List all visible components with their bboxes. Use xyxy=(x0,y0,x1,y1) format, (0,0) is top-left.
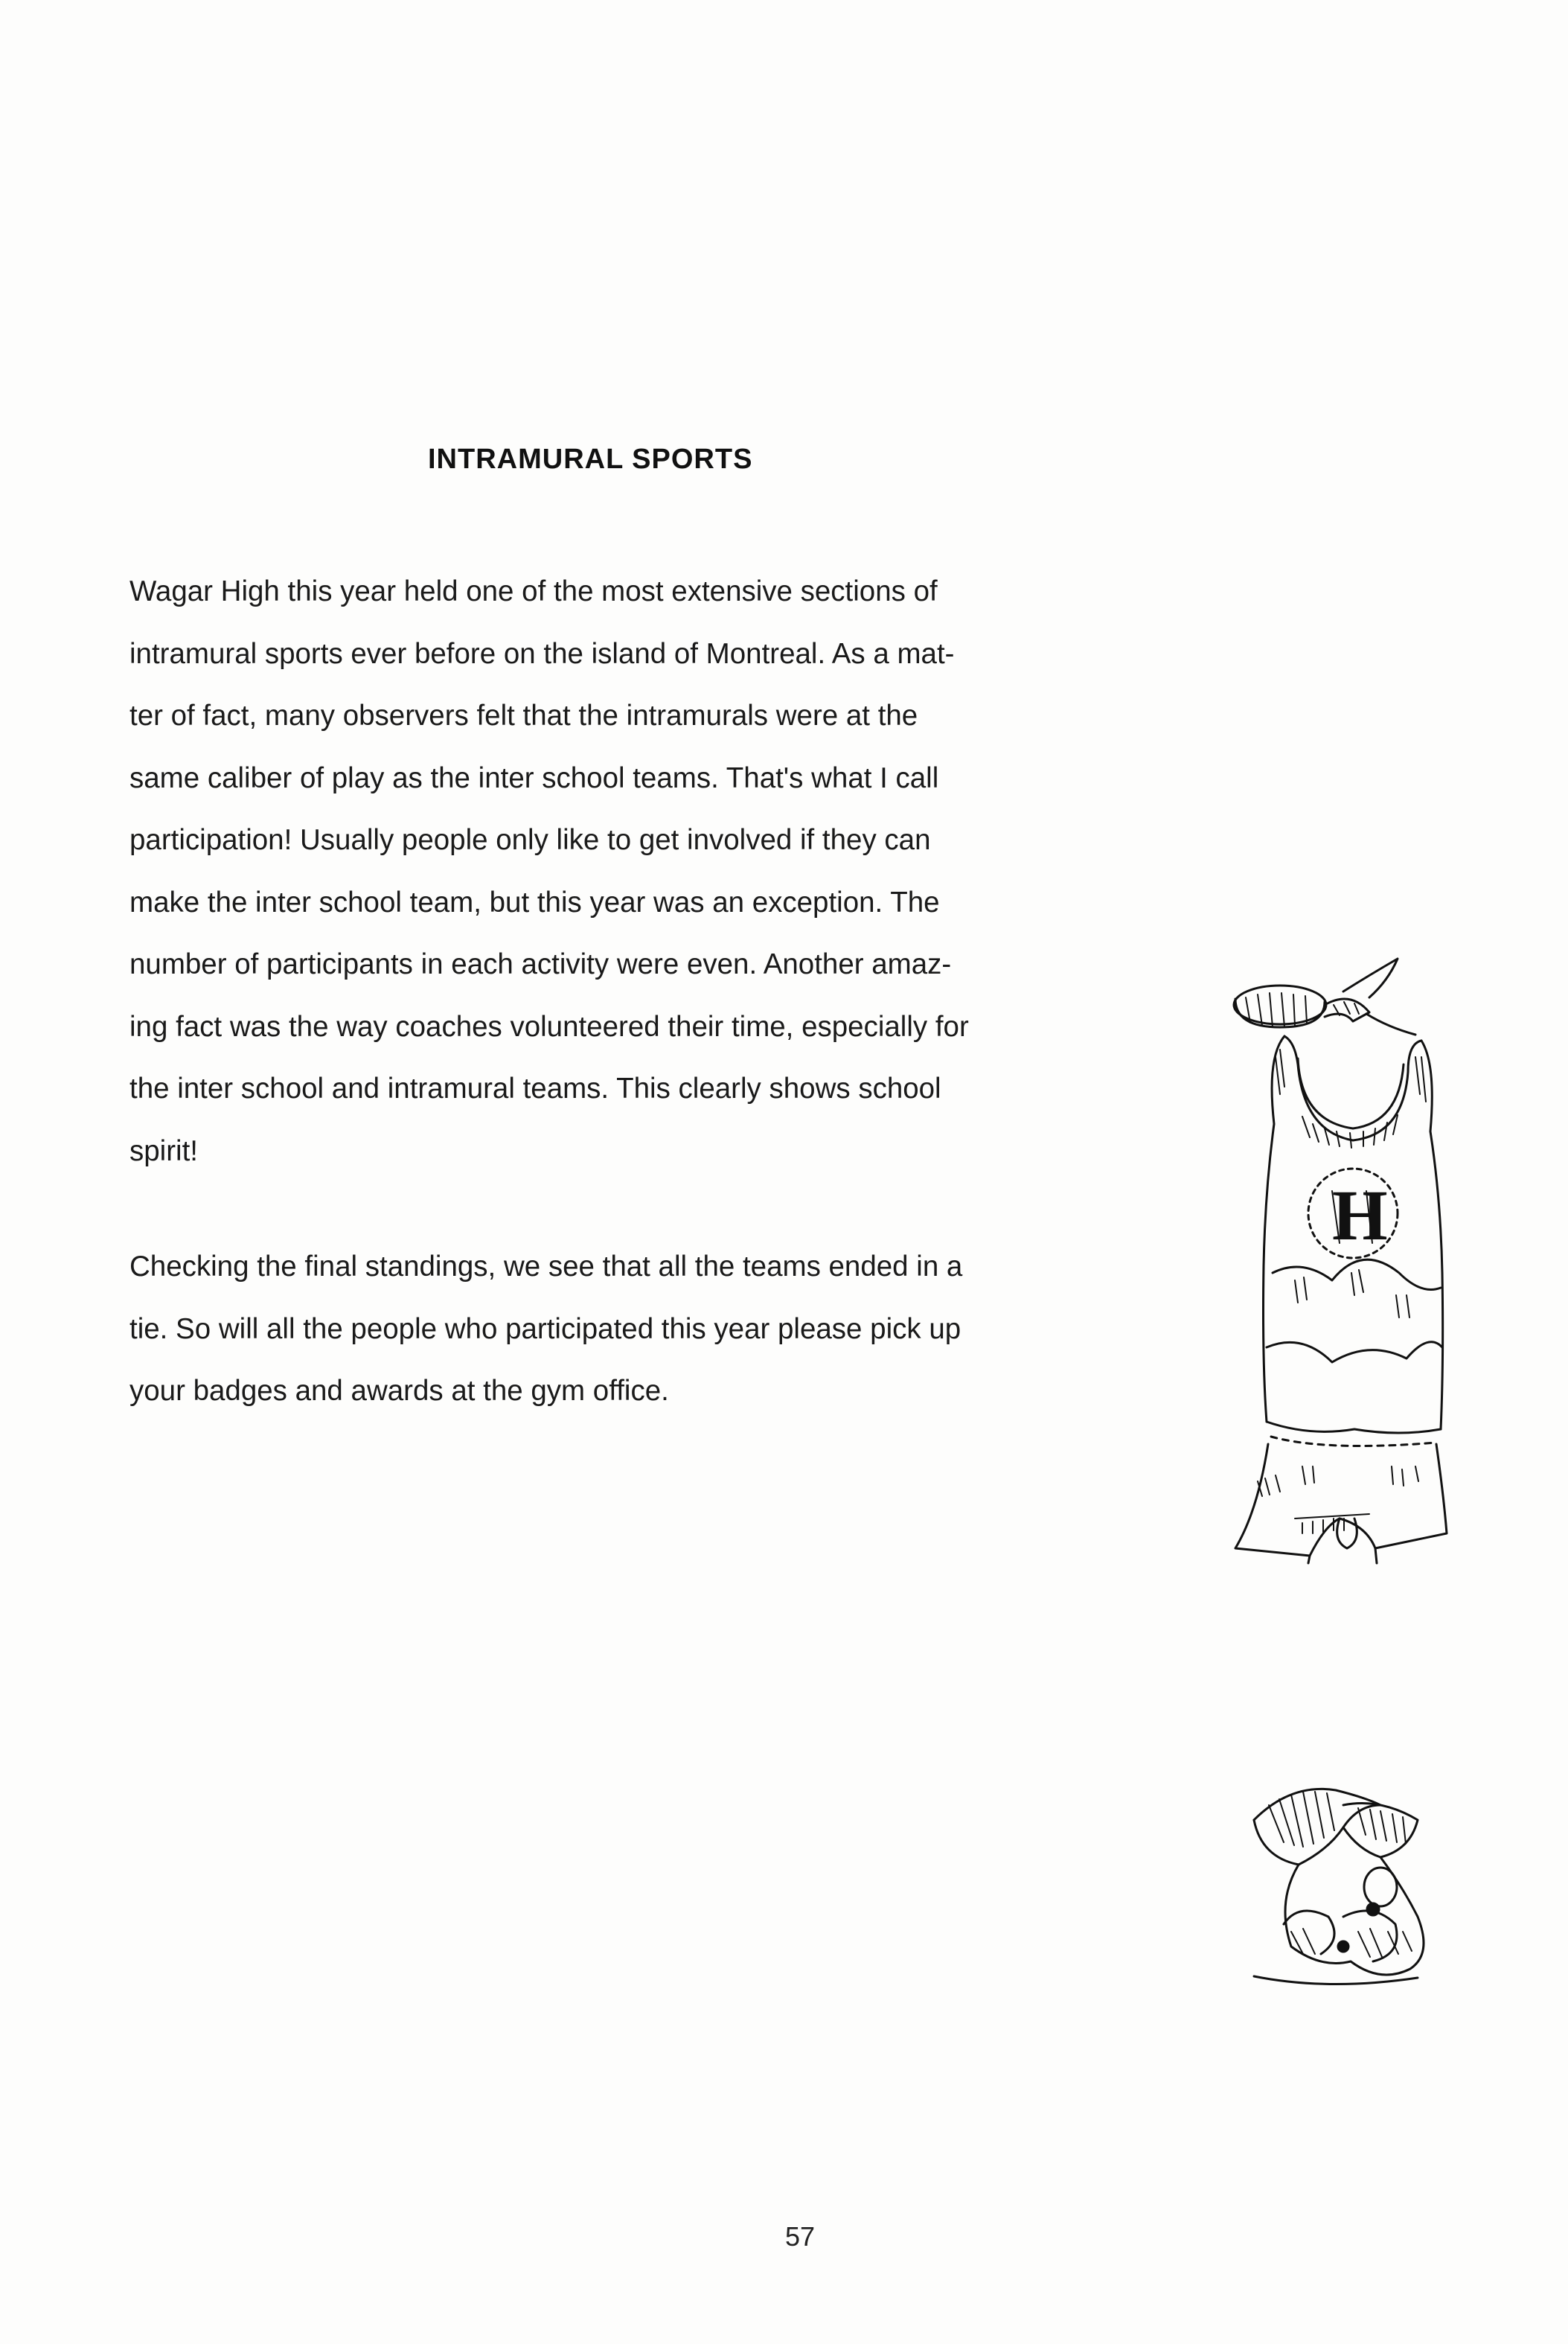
paragraph-line: intramural sports ever before on the island of Montreal. As a mat- xyxy=(129,637,955,670)
page-title: INTRAMURAL SPORTS xyxy=(428,444,753,475)
page-number: 57 xyxy=(785,2221,816,2252)
paragraph-line: the inter school and intramural teams. This clearly shows school xyxy=(129,1073,941,1105)
tank-top-sketch xyxy=(1264,1036,1443,1446)
paragraph-line: number of participants in each activity were even. Another amaz- xyxy=(129,948,952,980)
paragraph-line: ter of fact, many observers felt that the intramurals were at the xyxy=(129,700,918,732)
gym-uniform-sketch-icon xyxy=(1220,945,1473,1593)
paragraph-line: ing fact was the way coaches volunteered their time, especially for xyxy=(129,1010,969,1043)
paragraph-line: Wagar High this year held one of the most extensive sections of xyxy=(129,575,938,607)
paragraph-line: participation! Usually people only like to get involved if they can xyxy=(129,824,931,856)
paragraph-1 xyxy=(129,561,1097,1182)
paragraph-line: your badges and awards at the gym office. xyxy=(129,1375,669,1407)
headband-sketch xyxy=(1234,959,1415,1035)
paragraph-line: tie. So will all the people who participated this year please pick up xyxy=(129,1312,961,1345)
shorts-sketch xyxy=(1235,1444,1447,1563)
paragraph-line: Checking the final standings, we see that all the teams ended in a xyxy=(129,1251,963,1283)
paragraph-line: make the inter school team, but this year was an exception. The xyxy=(129,886,940,919)
paragraph-line: same caliber of play as the inter school teams. That's what I call xyxy=(129,761,939,794)
paragraph-line: spirit! xyxy=(129,1134,198,1167)
paragraph-2 xyxy=(129,1236,1097,1422)
rolled-socks-sketch-icon xyxy=(1232,1775,1433,1991)
svg-text:H: H xyxy=(1332,1175,1388,1255)
